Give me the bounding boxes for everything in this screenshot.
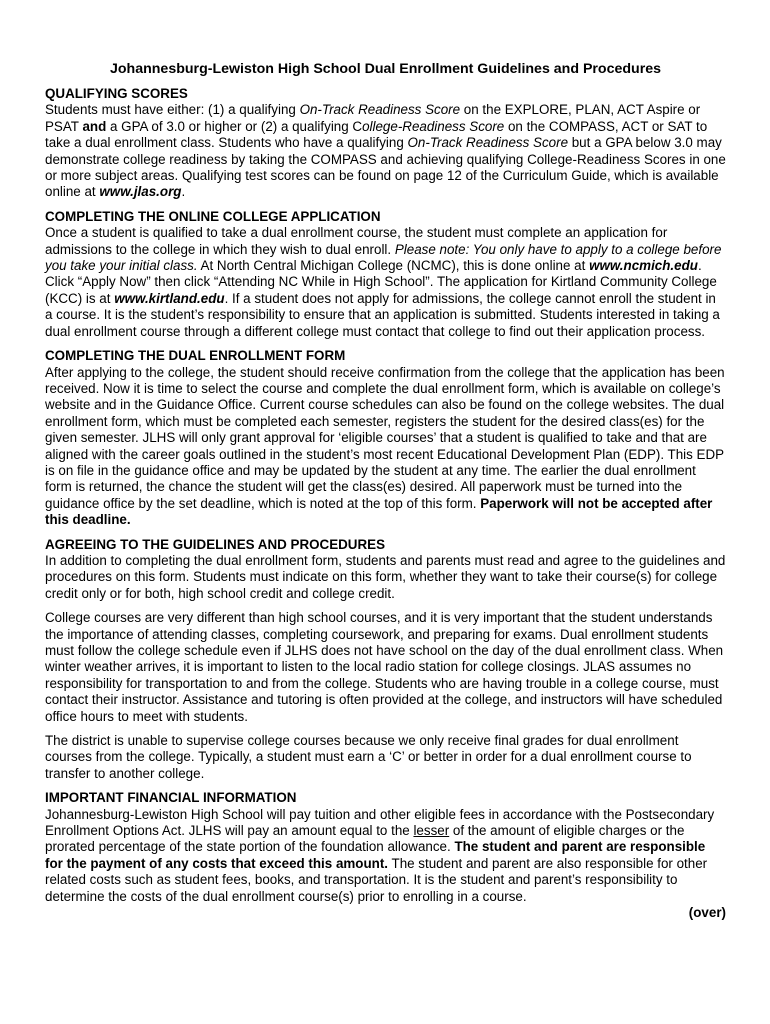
para-dual-enrollment-form: After applying to the college, the student should receive confirmation from the college that the application has been received. Now it is time to select the course and complete the dual enrollment form, which is available on college’s website and in the Guidance Office. Current course schedules can also be found on the college websites. The dual enrollment form, which must be completed each semester, registers the student for the desired class(es) for the given semester. JLHS will only grant approval for ‘eligible courses’ that a student is qualified to take and that are aligned with the career goals outlined in the student’s most recent Educational Development Plan (EDP). This EDP is on file in the guidance office and may be updated by the student at any time. The earlier the dual enrollment form is returned, the chance the student will get the class(es) desired. All paperwork must be turned into the guidance office by the set deadline, which is noted at the top of this form. Paperwork will not be accepted after this deadline. [45, 364, 725, 528]
link-kirtland: www.kirtland.edu [114, 290, 225, 306]
heading-online-application: COMPLETING THE ONLINE COLLEGE APPLICATION [45, 208, 381, 224]
heading-qualifying-scores: QUALIFYING SCORES [45, 86, 188, 101]
para-qualifying-scores: Students must have either: (1) a qualifying On-Track Readiness Score on the EXPLORE, PLAN, ACT Aspire or PSAT and a GPA of 3.0 or higher or (2) a qualifying College-Readiness Score on the COMPASS, ACT or SAT to take a dual enrollment class. Students who have a qualifying On-Track Readiness Score but a GPA below 3.0 may demonstrate college readiness by taking the COMPASS and achieving qualifying College-Readiness Scores in one or more subject areas. Qualifying test scores can be found on page 12 of the Curriculum Guide, which is available online at www.jlas.org. [45, 102, 726, 200]
para-guidelines-2: College courses are very different than high school courses, and it is very important that the student understands the importance of attending classes, completing coursework, and preparing for exams. Dual enrollment students must follow the college schedule even if JLHS does not have school on the day of the dual enrollment class. When winter weather arrives, it is important to listen to the local radio station for college closings. JLAS assumes no responsibility for transportation to and from the college. Students who are having trouble in a college course, must contact their instructor. Assistance and tutoring is often provided at the college, and instructors will have scheduled office hours to meet with students. [45, 610, 724, 724]
heading-dual-enrollment-form: COMPLETING THE DUAL ENROLLMENT FORM [45, 348, 346, 364]
para-guidelines-1: In addition to completing the dual enrollment form, students and parents must read and agree to the guidelines and procedures on this form. Students must indicate on this form, whether they want to take their course(s) for college credit only or for both, high school credit and college credit. [45, 552, 726, 601]
link-ncmich: www.ncmich.edu [589, 258, 698, 274]
heading-financial: IMPORTANT FINANCIAL INFORMATION [45, 790, 297, 806]
heading-guidelines: AGREEING TO THE GUIDELINES AND PROCEDURES [45, 536, 386, 552]
over-note: (over) [688, 905, 726, 921]
para-guidelines-3: The district is unable to supervise college courses because we only receive final grades for dual enrollment courses from the college. Typically, a student must earn a ‘C’ or better in order for a dual enrollment course to transfer to another college. [45, 733, 692, 781]
page-title: Johannesburg-Lewiston High School Dual Enrollment Guidelines and Procedures [109, 61, 662, 77]
para-online-application: Once a student is qualified to take a dual enrollment course, the student must complete an application for admissions to the college in which they wish to dual enroll. Please note: You only have to apply to a college before you take your initial class. At North Central Michigan College (NCMC), this is done online at www.ncmich.edu. Click “Apply Now” then click “Attending NC While in High School”. The application for Kirtland Community College (KCC) is at www.kirtland.edu. If a student does not apply for admissions, the college cannot enroll the student in a course. It is the student’s responsibility to ensure that an application is submitted. Students interested in taking a dual enrollment course through a different college must contact that college to find out their application process. [45, 225, 722, 339]
link-jlas: www.jlas.org [99, 184, 182, 200]
para-financial: Johannesburg-Lewiston High School will pay tuition and other eligible fees in accordance with the Postsecondary Enrollment Options Act. JLHS will pay an amount equal to the lesser of the amount of eligible charges or the prorated percentage of the state portion of the foundation allowance. The student and parent are responsible for the payment of any costs that exceed this amount. The student and parent are also responsible for other related costs such as student fees, books, and transportation. It is the student and parent’s responsibility to determine the costs of the dual enrollment course(s) prior to enrolling in a course. [45, 806, 715, 904]
